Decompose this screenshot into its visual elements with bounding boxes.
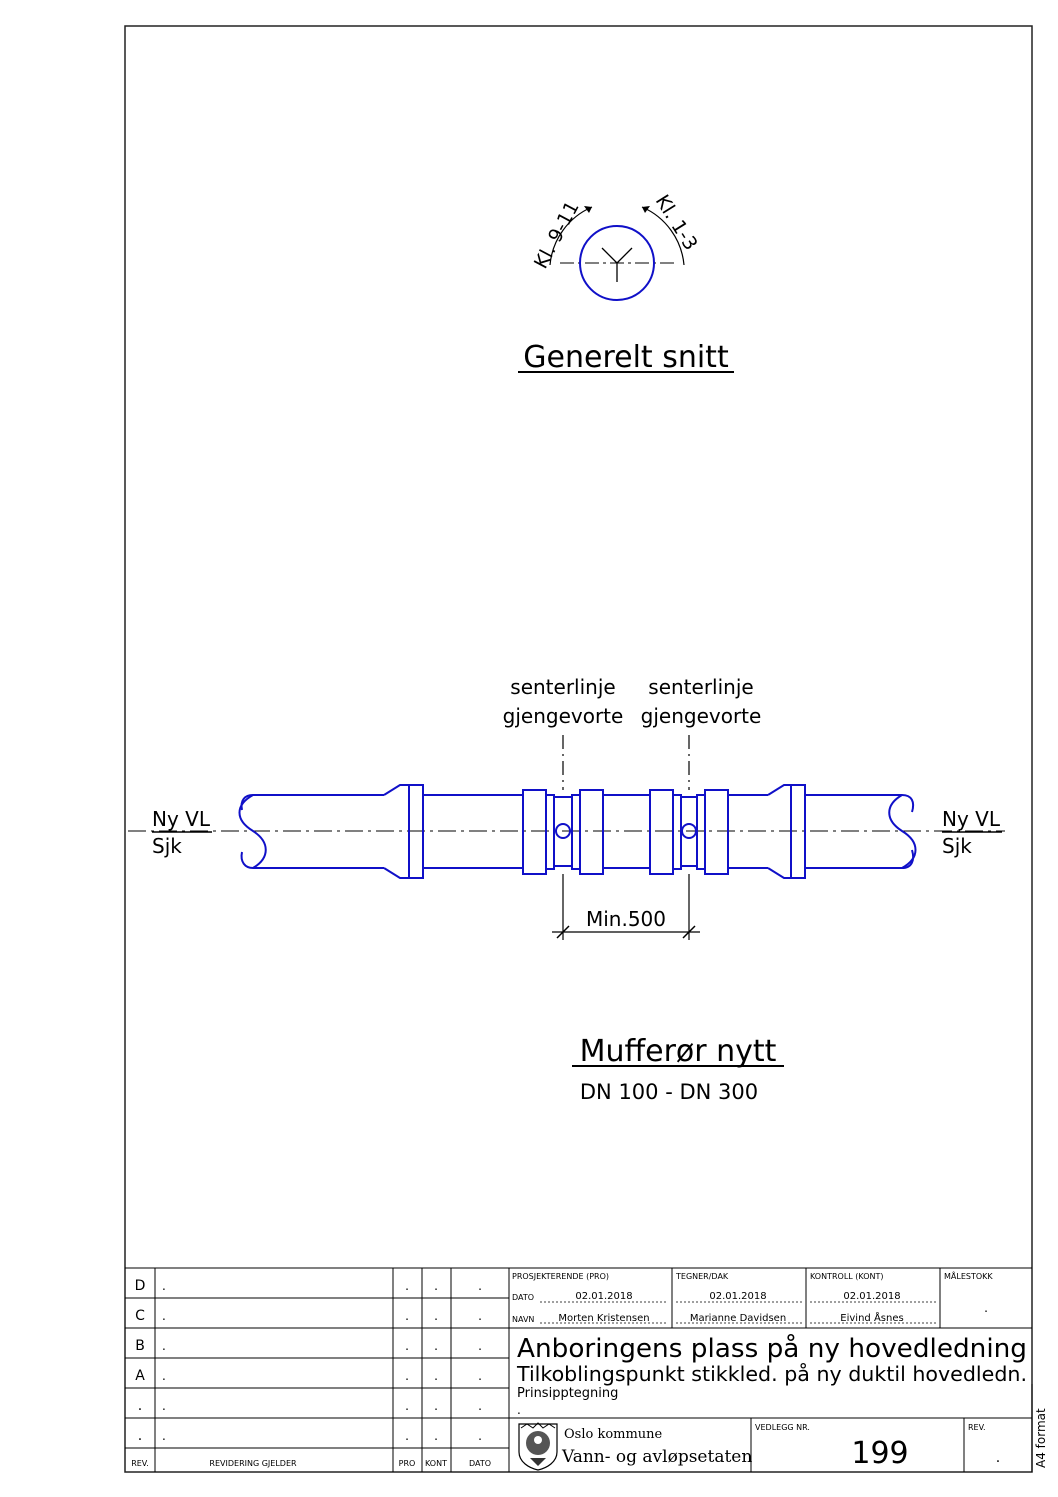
rev-dato: . [478,1369,482,1383]
label-navn: NAVN [512,1315,535,1324]
tegner-date: 02.01.2018 [709,1291,767,1302]
left-arc-arrow [584,206,592,213]
rev-desc: . [162,1369,166,1383]
rev-dato: . [478,1279,482,1293]
rev-header-dato: DATO [468,1459,492,1468]
oslo-kommune-logo [519,1423,557,1470]
pipe-subtitle: DN 100 - DN 300 [579,1080,759,1104]
sheet-border [125,26,1032,1472]
format-label: A4 format [1034,1408,1048,1468]
vedlegg-number: 199 [851,1436,909,1471]
coupling-2-ring-c [697,795,705,869]
coupling-2-ring-d [705,790,728,874]
rev-header-rev: REV. [131,1459,149,1468]
rev-letter: A [135,1368,145,1384]
rev-desc: . [162,1339,166,1353]
rev-letter: C [135,1308,145,1324]
coupling-1-ring-a [523,790,546,874]
coupling-1-ring-d [580,790,603,874]
right-angle-label: Kl. 1-3 [650,190,702,255]
rev-letter: . [137,1428,143,1444]
rev-kont: . [434,1309,438,1323]
left-angle-label: Kl. 9-11 [529,197,584,273]
tegner-name: Marianne Davidsen [689,1313,787,1324]
rev-pro: . [405,1429,409,1443]
label-malestokk: MÅLESTOKK [944,1272,993,1281]
centerline-label-2b: gjengevorte [640,704,762,728]
rev-value: . [995,1450,1001,1466]
centerline-label-2a: senterlinje [648,675,754,699]
label-vedlegg: VEDLEGG NR. [755,1423,810,1432]
label-tegner: TEGNER/DAK [676,1272,729,1281]
rev-desc: . [162,1429,166,1443]
rev-pro: . [405,1339,409,1353]
rev-kont: . [434,1339,438,1353]
rev-letter: . [137,1398,143,1414]
right-label-top: Ny VL [942,807,1000,831]
label-pro: PROSJEKTERENDE (PRO) [512,1272,610,1281]
rev-dato: . [478,1429,482,1443]
rev-letter: D [134,1278,146,1294]
drawing-title-main: Anboringens plass på ny hovedledning [517,1334,1022,1364]
org-name: Oslo kommune [564,1427,663,1442]
rev-dato: . [478,1339,482,1353]
section-marker-left [602,248,617,263]
rev-header-desc: REVIDERING GJELDER [209,1459,297,1468]
rev-letter: B [135,1338,145,1354]
centerline-label-1a: senterlinje [510,675,616,699]
drawing-title-sub: Tilkoblingspunkt stikkled. på ny duktil hovedledn. [515,1362,1027,1386]
rev-kont: . [434,1399,438,1413]
rev-kont: . [434,1429,438,1443]
org-dept: Vann- og avløpsetaten [562,1447,753,1467]
coupling-1-ring-c [572,795,580,869]
rev-dato: . [478,1309,482,1323]
title-block [509,1268,1048,1472]
label-dato: DATO [512,1293,535,1302]
coupling-1-ring-b [546,795,554,869]
rev-desc: . [162,1279,166,1293]
rev-pro: . [405,1369,409,1383]
rev-pro: . [405,1309,409,1323]
rev-desc: . [162,1399,166,1413]
kontroll-name: Eivind Åsnes [840,1313,904,1324]
rev-header-kont: KONT [425,1459,447,1468]
rev-pro: . [405,1279,409,1293]
rev-dato: . [478,1399,482,1413]
revision-rows [131,1278,491,1468]
pipe-title: Mufferør nytt [579,1034,777,1069]
left-label-top: Ny VL [152,807,210,831]
drawing-extra: . [517,1403,521,1417]
right-arc-arrow [642,206,650,213]
rev-header-pro: PRO [398,1459,416,1468]
kontroll-date: 02.01.2018 [843,1291,901,1302]
scale-value: . [984,1301,988,1315]
label-kontroll: KONTROLL (KONT) [810,1272,884,1281]
drawing-type: Prinsipptegning [517,1386,619,1401]
label-rev: REV. [968,1423,986,1432]
pro-date: 02.01.2018 [575,1291,633,1302]
section-marker-right [617,248,632,263]
centerline-label-1b: gjengevorte [502,704,624,728]
right-label-bottom: Sjk [942,834,972,858]
left-pipe-break-detail [242,795,253,868]
pro-name: Morten Kristensen [558,1313,650,1324]
section-view [518,191,734,375]
left-label-bottom: Sjk [152,834,182,858]
rev-kont: . [434,1369,438,1383]
dimension-label: Min.500 [585,907,667,931]
pipe-view [128,675,1005,1104]
coupling-2-ring-b [673,795,681,869]
coupling-2-ring-a [650,790,673,874]
rev-pro: . [405,1399,409,1413]
rev-kont: . [434,1279,438,1293]
section-title: Generelt snitt [523,340,729,375]
rev-desc: . [162,1309,166,1323]
